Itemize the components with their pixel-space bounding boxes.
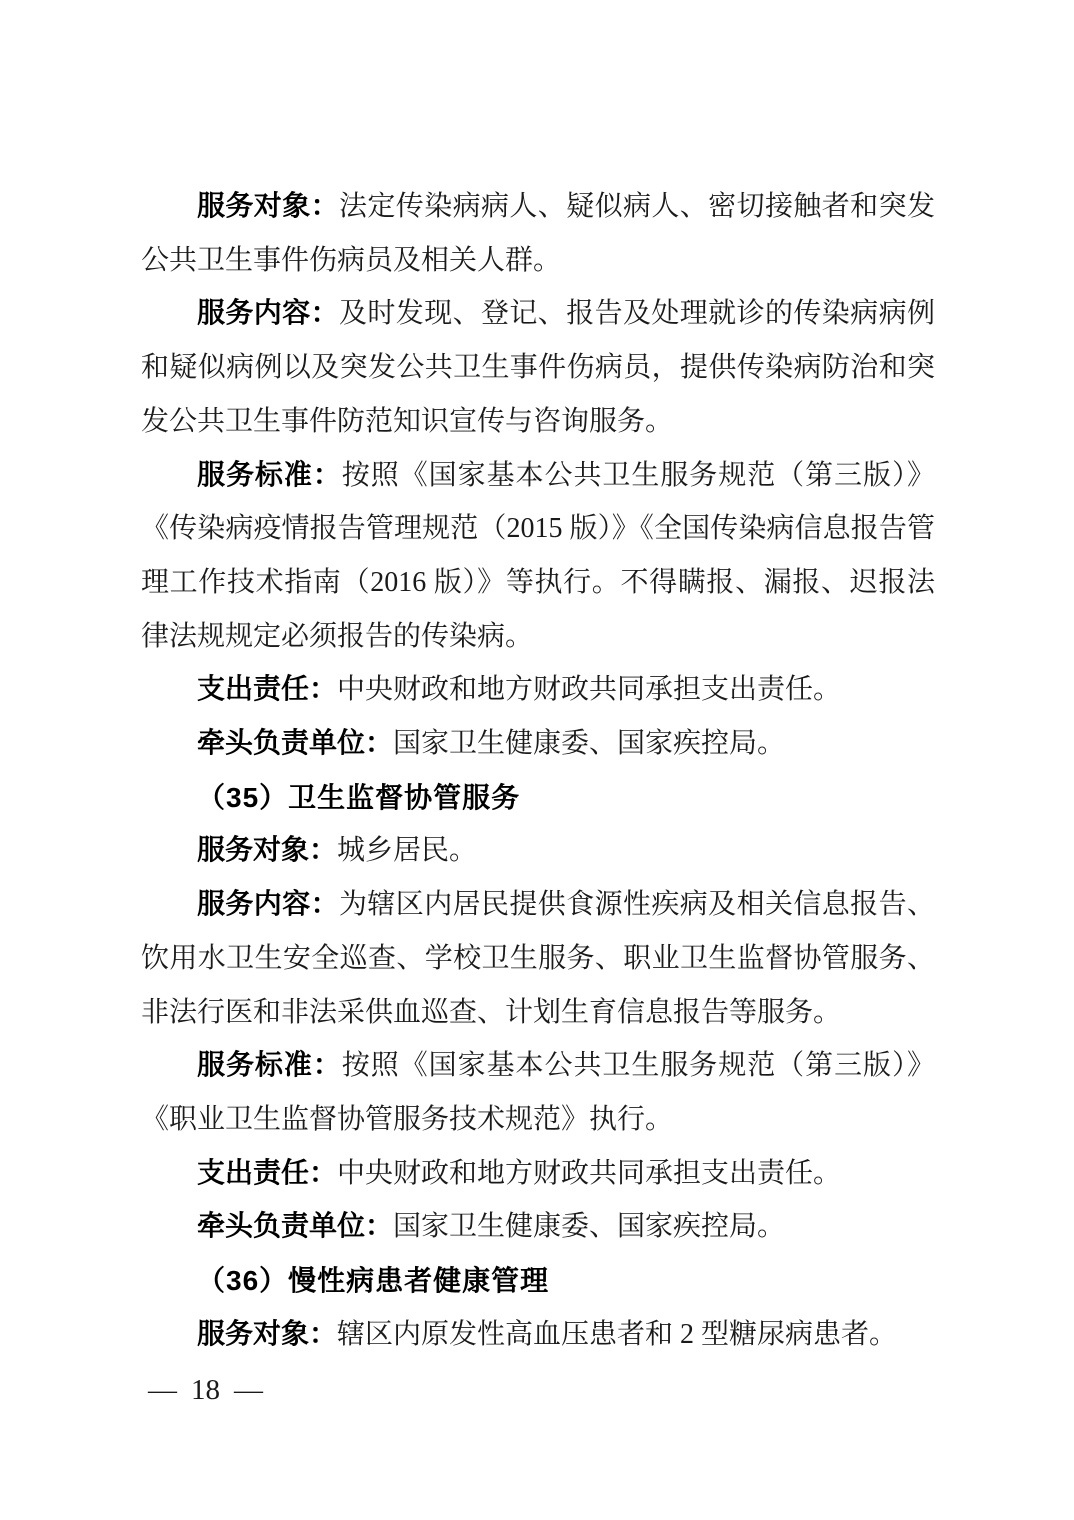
heading-item-36: （36）慢性病患者健康管理 (197, 1265, 550, 1297)
paragraph-label: 服务内容： (197, 298, 339, 330)
paragraph-label: 支出责任： (197, 674, 338, 706)
paragraph-label: 服务对象： (197, 835, 338, 867)
paragraph-text: 为辖区内居民提供食源性疾病及相关信息报告、饮用水卫生安全巡查、学校卫生服务、职业卫生监督协管服务、非法行医和非法采供血巡查、计划生育信息报告等服务。 (141, 889, 935, 1028)
footer-dash-right: — (234, 1374, 263, 1406)
paragraph-text: 法定传染病病人、疑似病人、密切接触者和突发公共卫生事件伤病员及相关人群。 (141, 191, 935, 276)
paragraph-text: 国家卫生健康委、国家疾控局。 (393, 1211, 786, 1243)
paragraph-service-standard (141, 449, 935, 664)
paragraph-service-target (141, 824, 935, 878)
paragraph-text: 城乡居民。 (337, 835, 478, 867)
paragraph-label: 牵头负责单位： (197, 728, 394, 760)
paragraph-lead-unit (141, 717, 935, 771)
paragraph-text: 辖区内原发性高血压患者和 2 型糖尿病患者。 (337, 1318, 898, 1350)
paragraph-label: 服务标准： (197, 459, 342, 491)
paragraph-expenditure-responsibility (141, 1147, 935, 1201)
paragraph-text: 中央财政和地方财政共同承担支出责任。 (337, 1157, 842, 1189)
paragraph-label: 服务内容： (197, 889, 339, 921)
paragraph-text: 按照《国家基本公共卫生服务规范（第三版）》《职业卫生监督协管服务技术规范》执行。 (141, 1050, 935, 1135)
paragraph-label: 牵头负责单位： (197, 1211, 394, 1243)
page-footer (148, 1374, 263, 1407)
paragraph-lead-unit (141, 1200, 935, 1254)
heading-item-35: （35）卫生监督协管服务 (197, 781, 521, 813)
paragraph-text: 国家卫生健康委、国家疾控局。 (393, 728, 786, 760)
paragraph-text: 按照《国家基本公共卫生服务规范（第三版）》《传染病疫情报告管理规范（2015 版）》《全国传染病信息报告管理工作技术指南（2016 版）》等执行。不得瞒报、漏报、迟报法律法规规定必须报告的传染病。 (141, 459, 935, 652)
paragraph-service-content (141, 878, 935, 1039)
paragraph-service-content (141, 287, 935, 448)
document-body (141, 180, 935, 1361)
paragraph-service-target (141, 180, 935, 287)
paragraph-expenditure-responsibility (141, 663, 935, 717)
paragraph-service-target (141, 1308, 935, 1362)
paragraph-label: 服务对象： (197, 1318, 338, 1350)
paragraph-label: 服务标准： (197, 1050, 342, 1082)
paragraph-text: 中央财政和地方财政共同承担支出责任。 (337, 674, 842, 706)
paragraph-service-standard (141, 1039, 935, 1146)
page-number: 18 (191, 1374, 220, 1406)
paragraph-label: 服务对象： (197, 191, 339, 222)
paragraph-label: 支出责任： (197, 1157, 338, 1189)
footer-dash-left: — (148, 1374, 177, 1406)
paragraph-text: 及时发现、登记、报告及处理就诊的传染病病例和疑似病例以及突发公共卫生事件伤病员，提供传染病防治和突发公共卫生事件防范知识宣传与咨询服务。 (141, 298, 935, 437)
